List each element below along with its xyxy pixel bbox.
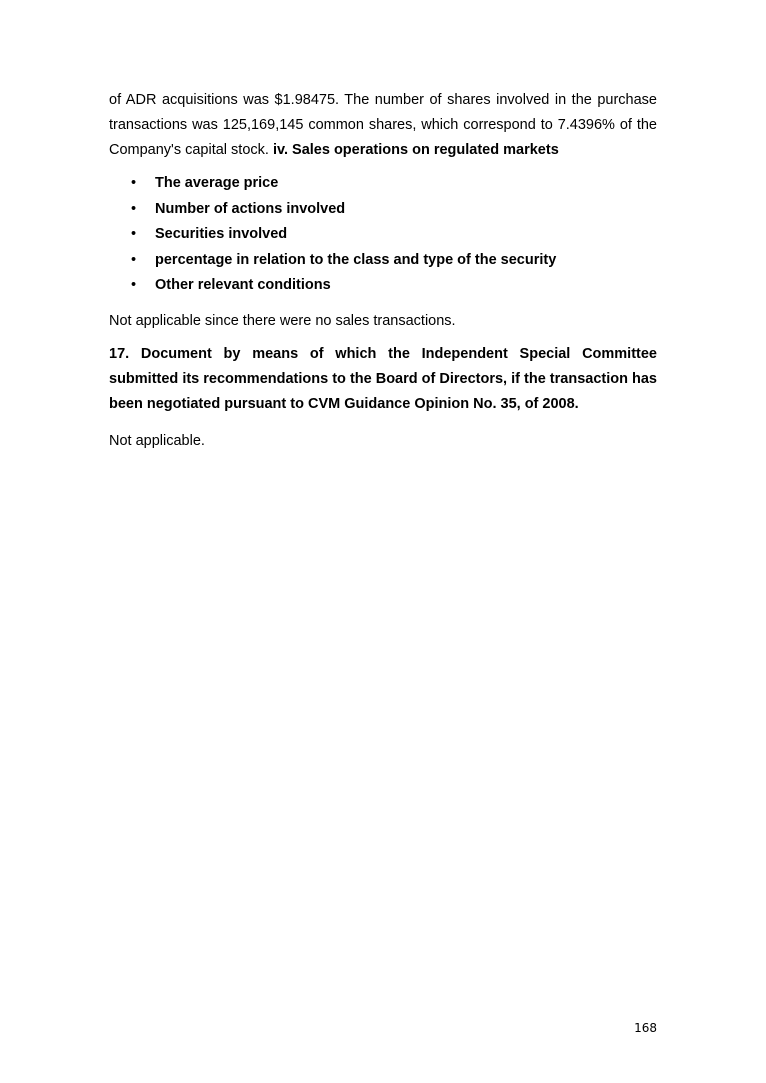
page-number: 168 xyxy=(634,1021,657,1035)
list-item xyxy=(109,197,657,223)
list-item xyxy=(109,273,657,299)
bullet-icon: • xyxy=(131,175,137,191)
intro-paragraph xyxy=(109,88,657,163)
page-content xyxy=(109,88,657,451)
bullet-icon: • xyxy=(131,277,137,293)
sales-note: Not applicable since there were no sales transactions. xyxy=(109,312,456,329)
list-item-label: Other relevant conditions xyxy=(155,277,331,293)
list-item-label: Number of actions involved xyxy=(155,200,346,217)
list-item xyxy=(109,248,657,274)
list-item xyxy=(109,222,657,248)
intro-paragraph-text: of ADR acquisitions was $1.98475. The number of shares involved in the purchase transactions was 125,169,145 common shares, which correspond to 7.4396% of the Company's capital stock. xyxy=(109,92,657,158)
bullet-icon: • xyxy=(131,200,137,217)
list-item-label: percentage in relation to the class and type of the security xyxy=(155,251,557,268)
list-item-label: The average price xyxy=(155,175,279,191)
bullet-icon: • xyxy=(131,226,137,242)
sales-criteria-list xyxy=(109,171,657,299)
bullet-icon: • xyxy=(131,251,137,268)
section-17-heading: 17. Document by means of which the Independent Special Committee submitted its recommendations to the Board of Directors, if the transaction has been negotiated pursuant to CVM Guidance Opinion No. 35, of 2008. xyxy=(109,345,657,412)
list-item-label: Securities involved xyxy=(155,226,288,242)
section-17-answer: Not applicable. xyxy=(109,432,205,449)
list-item xyxy=(109,171,657,197)
sales-operations-heading: iv. Sales operations on regulated markets xyxy=(272,142,559,158)
